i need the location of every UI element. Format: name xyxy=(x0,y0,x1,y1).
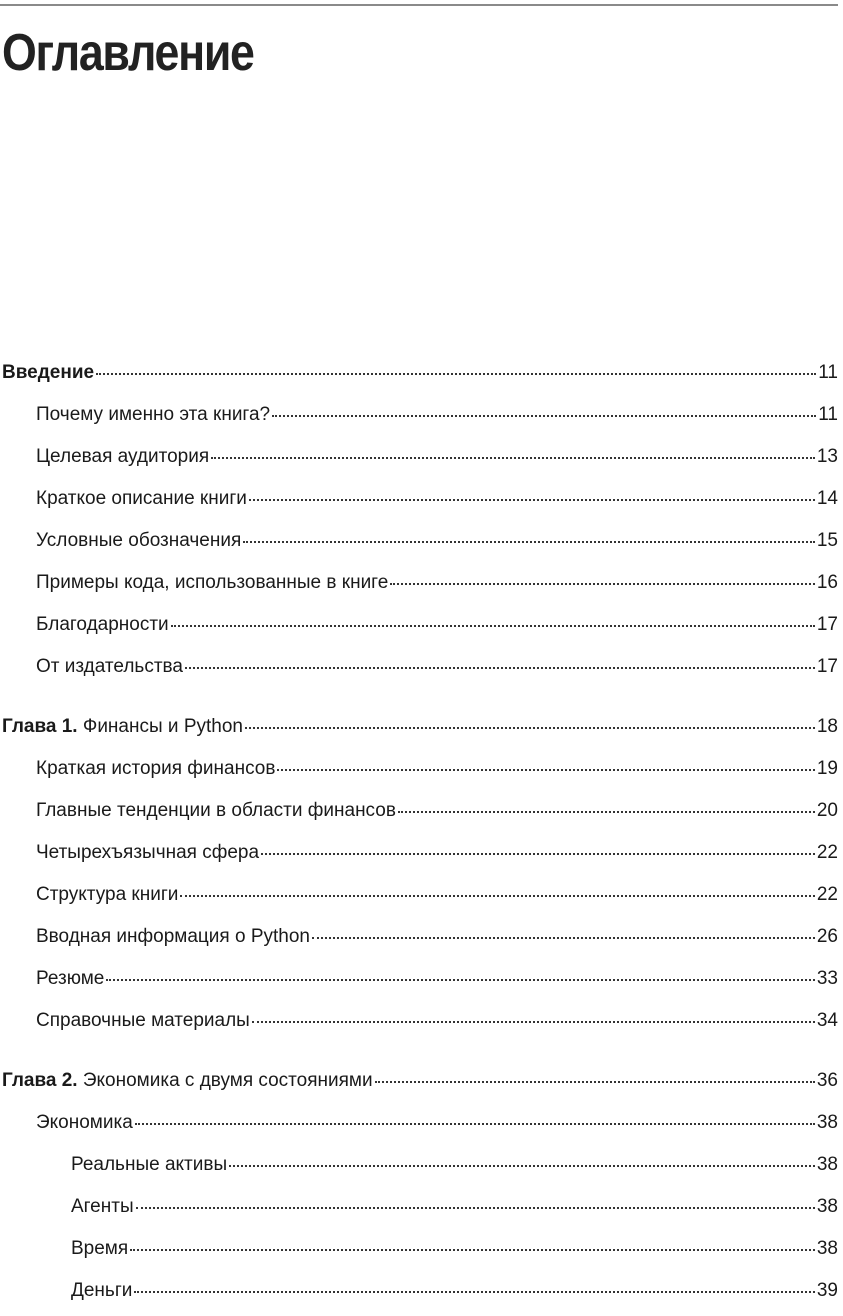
toc-entry-finance-trends[interactable] xyxy=(0,794,838,836)
toc-entry-title: Деньги xyxy=(71,1280,133,1301)
toc-page-number: 11 xyxy=(818,362,838,383)
toc-entry-text xyxy=(36,1106,133,1140)
toc-entry-text xyxy=(36,1004,250,1038)
toc-entry-target-audience[interactable] xyxy=(0,440,838,482)
chapter-label: Глава 1. xyxy=(2,716,78,737)
toc-entry-conventions[interactable] xyxy=(0,524,838,566)
toc-entry-text xyxy=(71,1232,128,1266)
toc-entry-title: Финансы и Python xyxy=(82,716,243,737)
toc-page-number: 14 xyxy=(816,488,838,509)
toc-page-number: 16 xyxy=(816,572,838,593)
toc-entry-text xyxy=(71,1148,227,1182)
dot-leader xyxy=(312,937,815,939)
toc-page-number: 38 xyxy=(816,1196,838,1217)
dot-leader xyxy=(96,373,816,375)
toc-page-number: 38 xyxy=(816,1112,838,1133)
toc-page-number: 26 xyxy=(816,926,838,947)
toc-entry-time[interactable] xyxy=(0,1232,838,1274)
dot-leader xyxy=(185,667,815,669)
toc-entry-text xyxy=(36,566,388,600)
toc-entry-title: Вводная информация о Python xyxy=(36,926,310,947)
toc-entry-introduction[interactable] xyxy=(0,356,838,398)
toc-entry-chapter-1[interactable] xyxy=(0,710,838,752)
toc-page-number: 22 xyxy=(816,884,838,905)
dot-leader xyxy=(375,1081,815,1083)
toc-entry-title: Резюме xyxy=(36,968,105,989)
toc-entry-title: Почему именно эта книга? xyxy=(36,404,271,425)
dot-leader xyxy=(245,727,815,729)
toc-entry-title: Экономика xyxy=(36,1112,133,1133)
toc-entry-text xyxy=(36,878,178,912)
toc-page-number: 39 xyxy=(816,1280,838,1301)
toc-entry-money[interactable] xyxy=(0,1274,838,1316)
toc-entry-text xyxy=(36,482,247,516)
toc-entry-title: Главные тенденции в области финансов xyxy=(36,800,396,821)
toc-entry-text xyxy=(2,1064,373,1098)
toc-page-number: 38 xyxy=(816,1238,838,1259)
toc-entry-text xyxy=(36,608,169,642)
dot-leader xyxy=(229,1165,815,1167)
dot-leader xyxy=(180,895,814,897)
toc-entry-title: Примеры кода, использованные в книге xyxy=(36,572,389,593)
toc-entry-acknowledgements[interactable] xyxy=(0,608,838,650)
top-rule xyxy=(0,4,838,6)
toc-entry-text xyxy=(71,1190,134,1224)
toc-entry-text xyxy=(36,650,183,684)
toc-entry-references[interactable] xyxy=(0,1004,838,1046)
toc-page-number: 18 xyxy=(816,716,838,737)
toc-page-number: 22 xyxy=(816,842,838,863)
toc-entry-text xyxy=(71,1274,132,1308)
dot-leader xyxy=(243,541,815,543)
dot-leader xyxy=(252,1021,815,1023)
toc-entry-economy[interactable] xyxy=(0,1106,838,1148)
toc-page-number: 11 xyxy=(818,404,838,425)
toc-entry-text xyxy=(36,920,310,954)
toc-entry-title: Условные обозначения xyxy=(36,530,242,551)
toc-entry-why-this-book[interactable] xyxy=(0,398,838,440)
toc-page-number: 36 xyxy=(816,1070,838,1091)
toc-entry-text xyxy=(36,752,275,786)
dot-leader xyxy=(249,499,815,501)
dot-leader xyxy=(106,979,814,981)
dot-leader xyxy=(135,1123,815,1125)
toc-entry-title: Четырехъязычная сфера xyxy=(36,842,260,863)
toc-entry-book-structure[interactable] xyxy=(0,878,838,920)
toc-entry-title: Благодарности xyxy=(36,614,169,635)
toc-entry-summary[interactable] xyxy=(0,962,838,1004)
toc-page-number: 17 xyxy=(816,656,838,677)
dot-leader xyxy=(130,1249,815,1251)
dot-leader xyxy=(272,415,816,417)
toc-entry-chapter-2[interactable] xyxy=(0,1064,838,1106)
toc-entry-finance-history[interactable] xyxy=(0,752,838,794)
toc-page-number: 19 xyxy=(816,758,838,779)
toc-page-number: 15 xyxy=(816,530,838,551)
toc-entry-title: Целевая аудитория xyxy=(36,446,210,467)
toc-entry-from-publisher[interactable] xyxy=(0,650,838,692)
toc-entry-text xyxy=(36,962,104,996)
toc-entry-title: Краткое описание книги xyxy=(36,488,247,509)
dot-leader xyxy=(134,1291,814,1293)
toc-entry-title: Реальные активы xyxy=(71,1154,228,1175)
toc-entry-title: Введение xyxy=(2,362,95,383)
toc-entry-text xyxy=(36,524,241,558)
toc-entry-agents[interactable] xyxy=(0,1190,838,1232)
toc-entry-title: Экономика с двумя состояниями xyxy=(82,1070,373,1091)
toc-page-number: 13 xyxy=(816,446,838,467)
dot-leader xyxy=(261,853,815,855)
toc-entry-text xyxy=(36,440,209,474)
chapter-label: Глава 2. xyxy=(2,1070,78,1091)
toc-entry-title: Агенты xyxy=(71,1196,134,1217)
toc-page-number: 34 xyxy=(816,1010,838,1031)
dot-leader xyxy=(211,457,815,459)
toc-entry-four-languages[interactable] xyxy=(0,836,838,878)
toc-page-number: 38 xyxy=(816,1154,838,1175)
toc-entry-text xyxy=(2,710,243,744)
toc-entry-text xyxy=(36,794,396,828)
page-title: Оглавление xyxy=(2,24,254,82)
table-of-contents xyxy=(0,356,838,1316)
toc-entry-real-assets[interactable] xyxy=(0,1148,838,1190)
dot-leader xyxy=(398,811,815,813)
toc-entry-text xyxy=(36,836,259,870)
toc-page-number: 20 xyxy=(816,800,838,821)
toc-page-number: 33 xyxy=(816,968,838,989)
dot-leader xyxy=(277,769,814,771)
dot-leader xyxy=(136,1207,815,1209)
toc-entry-code-examples[interactable] xyxy=(0,566,838,608)
toc-entry-text xyxy=(2,356,94,390)
dot-leader xyxy=(390,583,815,585)
dot-leader xyxy=(171,625,815,627)
toc-entry-title: Структура книги xyxy=(36,884,179,905)
toc-page-number: 17 xyxy=(816,614,838,635)
toc-entry-title: Краткая история финансов xyxy=(36,758,276,779)
toc-entry-text xyxy=(36,398,270,432)
toc-entry-title: Справочные материалы xyxy=(36,1010,250,1031)
toc-entry-title: Время xyxy=(71,1238,129,1259)
toc-entry-book-overview[interactable] xyxy=(0,482,838,524)
toc-entry-title: От издательства xyxy=(36,656,183,677)
toc-entry-python-intro[interactable] xyxy=(0,920,838,962)
